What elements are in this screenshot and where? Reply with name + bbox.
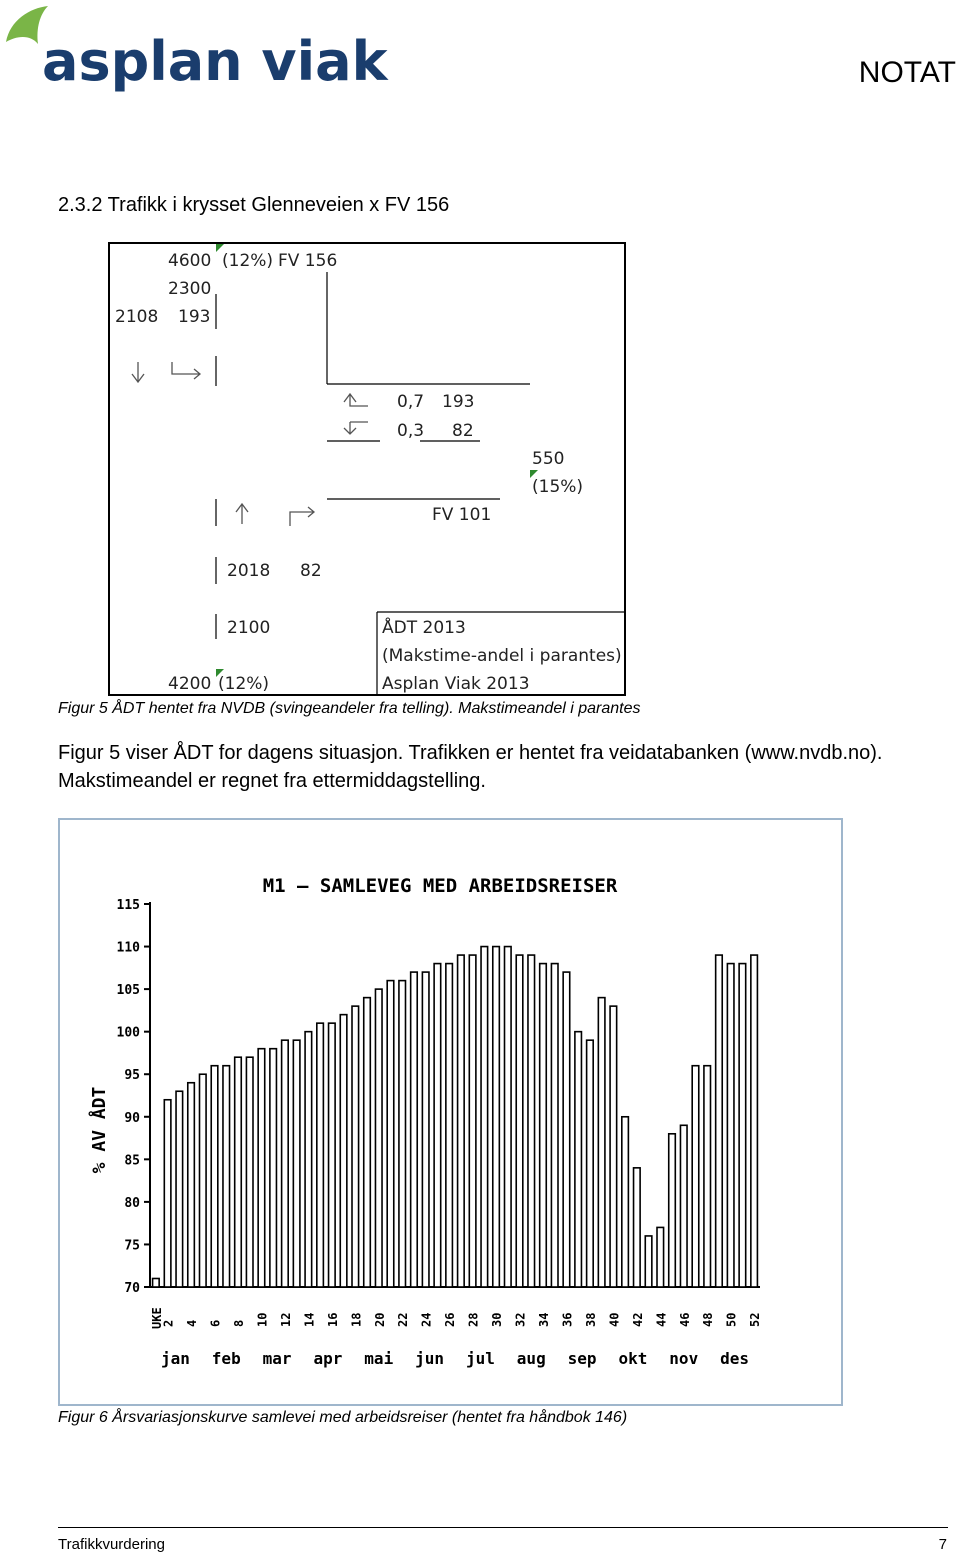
east-03: 0,3 <box>397 421 425 441</box>
x-tick-label: 52 <box>748 1312 763 1327</box>
y-tick-label: 110 <box>116 940 140 956</box>
chart-bar <box>387 981 394 1287</box>
footer-title: Trafikkvurdering <box>58 1536 165 1553</box>
svg-text:asplan viak: asplan viak <box>42 30 388 93</box>
chart-bar <box>270 1049 277 1287</box>
east-82: 82 <box>452 421 474 441</box>
section-heading: 2.3.2 Trafikk i krysset Glenneveien x FV 156 <box>58 194 450 216</box>
x-tick-label: 50 <box>724 1312 739 1327</box>
month-label: jun <box>415 1349 445 1368</box>
chart-bar <box>540 964 547 1287</box>
bot-4200: 4200 <box>168 674 212 694</box>
x-tick-label: 40 <box>607 1312 622 1327</box>
month-label: nov <box>669 1349 699 1368</box>
x-tick-label: 10 <box>255 1312 270 1327</box>
y-tick-label: 70 <box>124 1281 140 1296</box>
month-label: mai <box>364 1349 394 1368</box>
y-tick-label: 90 <box>124 1110 140 1126</box>
month-label: feb <box>211 1349 241 1368</box>
chart-bar <box>246 1057 253 1287</box>
x-tick-label: 14 <box>302 1312 317 1327</box>
chart-bar <box>481 947 488 1287</box>
chart-bar <box>188 1083 195 1287</box>
chart-bar <box>704 1066 711 1287</box>
chart-bar <box>293 1040 300 1287</box>
bot-pct: (12%) <box>218 674 270 694</box>
month-label: des <box>720 1349 750 1368</box>
x-tick-label: 22 <box>396 1312 411 1327</box>
month-label: aug <box>516 1349 546 1368</box>
chart-bar <box>352 1006 359 1287</box>
y-tick-label: 100 <box>116 1025 140 1041</box>
chart-bar <box>610 1006 617 1287</box>
chart-bar <box>739 964 746 1287</box>
chart-ticks <box>150 1307 762 1368</box>
document-type: NOTAT <box>858 56 956 89</box>
chart-bar <box>200 1074 207 1287</box>
x-tick-label: 26 <box>443 1312 458 1327</box>
chart-bar <box>669 1134 676 1287</box>
chart-bar <box>493 947 500 1287</box>
y-tick-label: 75 <box>124 1238 140 1254</box>
x-tick-label: 18 <box>349 1312 364 1327</box>
x-tick-label: 42 <box>630 1312 645 1327</box>
chart-bar <box>458 955 465 1287</box>
top-2108: 2108 <box>115 307 159 327</box>
chart-bar <box>340 1015 347 1287</box>
bot-82: 82 <box>300 561 322 581</box>
fv101-name: FV 101 <box>432 505 492 525</box>
legend-makstime: (Makstime-andel i parantes) <box>382 646 622 666</box>
turn-arrows-icon <box>132 362 368 526</box>
chart-bar <box>563 972 570 1287</box>
bot-2018: 2018 <box>227 561 271 581</box>
chart-bar <box>551 964 558 1287</box>
x-tick-label: 28 <box>466 1312 481 1327</box>
fv156-adt: 4600 <box>168 251 212 271</box>
chart-bar <box>598 998 605 1287</box>
east-193: 193 <box>442 392 475 412</box>
chart-bar <box>657 1227 664 1287</box>
month-label: sep <box>567 1349 597 1368</box>
chart-bar <box>153 1278 160 1287</box>
x-tick-label: 32 <box>513 1312 528 1327</box>
chart-bar <box>223 1066 230 1287</box>
chart-bar <box>469 955 476 1287</box>
bot-2100: 2100 <box>227 618 271 638</box>
legend-source: Asplan Viak 2013 <box>382 674 530 694</box>
chart-bar <box>399 981 406 1287</box>
chart-bar <box>692 1066 699 1287</box>
y-tick-label: 95 <box>124 1068 140 1084</box>
chart-bar <box>634 1168 641 1287</box>
chart-bar <box>622 1117 629 1287</box>
chart-bar <box>505 947 512 1287</box>
figure5-caption: Figur 5 ÅDT hentet fra NVDB (svingeandeler fra telling). Makstimeandel i parantes <box>58 700 641 717</box>
x-tick-label: 38 <box>583 1312 598 1327</box>
chart-bar <box>434 964 441 1287</box>
x-tick-label: 48 <box>701 1312 716 1327</box>
east-07: 0,7 <box>397 392 425 412</box>
x-tick-label: 8 <box>231 1319 246 1327</box>
x-tick-label: 44 <box>654 1312 669 1327</box>
chart-bar <box>680 1125 687 1287</box>
east-pct: (15%) <box>532 477 584 497</box>
chart-bar <box>727 964 734 1287</box>
chart-title: M1 – SAMLEVEG MED ARBEIDSREISER <box>262 875 618 897</box>
chart-bar <box>305 1032 312 1287</box>
y-tick-label: 85 <box>124 1153 140 1169</box>
chart-bar <box>446 964 453 1287</box>
seasonal-bar-chart <box>60 820 841 1404</box>
chart-bar <box>282 1040 289 1287</box>
chart-bar <box>235 1057 242 1287</box>
chart-bar <box>375 989 382 1287</box>
seasonal-chart-frame <box>58 818 843 1406</box>
chart-bar <box>329 1023 336 1287</box>
x-tick-label: 16 <box>325 1312 340 1327</box>
chart-bar <box>422 972 429 1287</box>
chart-bar <box>411 972 418 1287</box>
chart-bar <box>364 998 371 1287</box>
x-tick-label: 46 <box>677 1312 692 1327</box>
body-paragraph: Figur 5 viser ÅDT for dagens situasjon. Trafikken er hentet fra veidatabanken (www.nvdb.no). Makstimeandel er regnet fra ettermiddagstelling. <box>58 742 883 792</box>
chart-bar <box>164 1100 171 1287</box>
chart-bars <box>153 947 758 1287</box>
x-tick-label: 6 <box>208 1319 223 1327</box>
legend-adt: ÅDT 2013 <box>382 618 466 638</box>
x-tick-label: 36 <box>560 1312 575 1327</box>
chart-ylabel: % AV ÅDT <box>89 1086 110 1174</box>
y-tick-label: 115 <box>116 898 140 913</box>
month-label: mar <box>262 1349 292 1368</box>
y-tick-label: 80 <box>124 1195 140 1211</box>
y-tick-label: 105 <box>116 983 140 999</box>
chart-bar <box>258 1049 265 1287</box>
chart-bar <box>528 955 535 1287</box>
x-tick-label: 12 <box>278 1312 293 1327</box>
chart-bar <box>575 1032 582 1287</box>
chart-bar <box>716 955 723 1287</box>
chart-bar <box>587 1040 594 1287</box>
fv156-pct: (12%) <box>222 251 274 271</box>
x-tick-label: 30 <box>490 1312 505 1327</box>
chart-bar <box>751 955 758 1287</box>
footer-rule <box>58 1527 948 1528</box>
x-tick-label: 4 <box>185 1319 200 1327</box>
chart-bar <box>516 955 523 1287</box>
x-axis-label: UKE <box>149 1307 164 1329</box>
fv156-name: FV 156 <box>278 251 338 271</box>
month-label: jan <box>160 1349 190 1368</box>
page-number: 7 <box>938 1536 947 1553</box>
chart-bar <box>176 1091 183 1287</box>
x-tick-label: 24 <box>419 1312 434 1327</box>
x-tick-label: 20 <box>372 1312 387 1327</box>
east-550: 550 <box>532 449 565 469</box>
chart-bar <box>645 1236 652 1287</box>
chart-bar <box>317 1023 324 1287</box>
month-label: okt <box>618 1349 648 1368</box>
figure6-caption: Figur 6 Årsvariasjonskurve samlevei med arbeidsreiser (hentet fra håndbok 146) <box>58 1409 628 1426</box>
top-193: 193 <box>178 307 211 327</box>
intersection-diagram <box>108 242 626 696</box>
month-label: jul <box>465 1349 495 1368</box>
month-label: apr <box>313 1349 343 1368</box>
asplan-viak-logo <box>0 0 388 100</box>
chart-bar <box>211 1066 218 1287</box>
x-tick-label: 34 <box>536 1312 551 1327</box>
top-2300: 2300 <box>168 279 212 299</box>
x-tick-label: 2 <box>161 1319 176 1327</box>
